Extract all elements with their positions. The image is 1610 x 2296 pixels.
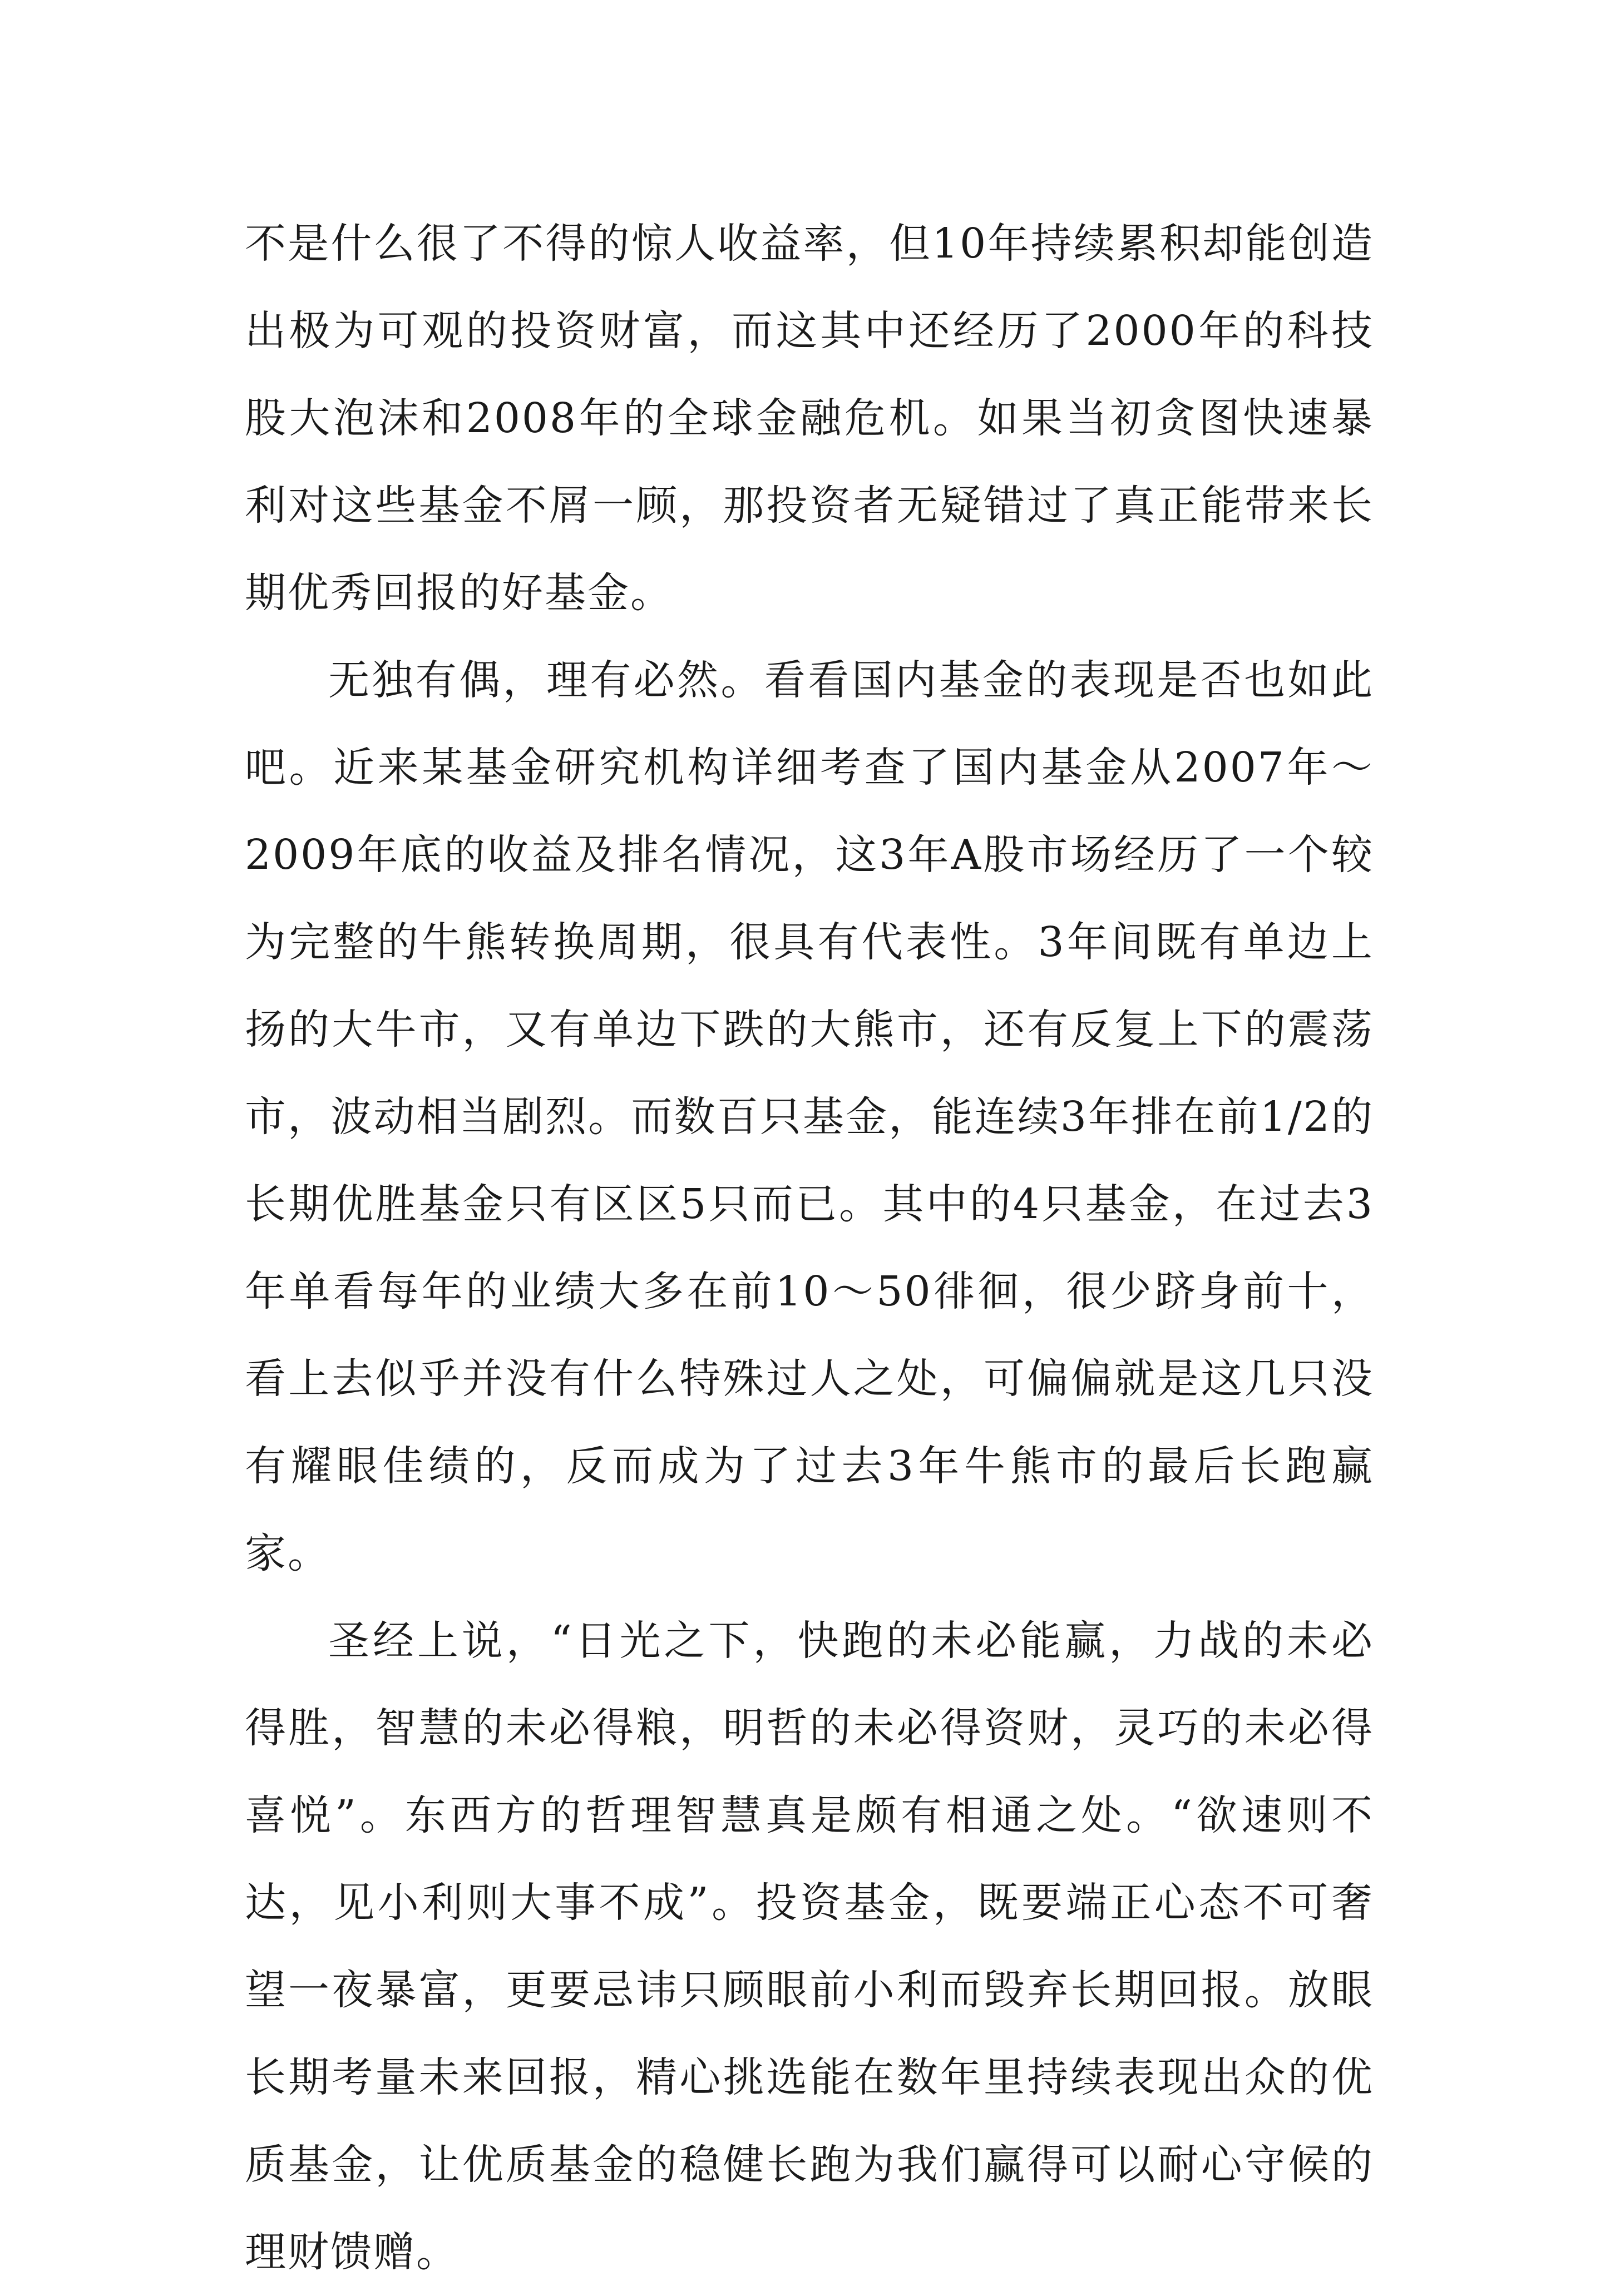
paragraph-continuation: 不是什么很了不得的惊人收益率，但10年持续累积却能创造出极为可观的投资财富，而这其中还经历了2000年的科技股大泡沫和2008年的全球金融危机。如果当初贪图快速暴利对这些基金不屑一顾，那投资者无疑错过了真正能带来长期优秀回报的好基金。: [245, 220, 1374, 617]
article-body: [245, 200, 1374, 2296]
paragraph: 圣经上说，“日光之下，快跑的未必能赢，力战的未必得胜，智慧的未必得粮，明哲的未必得资财，灵巧的未必得喜悦”。东西方的哲理智慧真是颇有相通之处。“欲速则不达，见小利则大事不成”。投资基金，既要端正心态不可奢望一夜暴富，更要忌讳只顾眼前小利而毁弃长期回报。放眼长期考量未来回报，精心挑选能在数年里持续表现出众的优质基金，让优质基金的稳健长跑为我们赢得可以耐心守候的理财馈赠。: [245, 1617, 1374, 2276]
paragraph: 无独有偶，理有必然。看看国内基金的表现是否也如此吧。近来某基金研究机构详细考查了国内基金从2007年～2009年底的收益及排名情况，这3年A股市场经历了一个较为完整的牛熊转换周期，很具有代表性。3年间既有单边上扬的大牛市，又有单边下跌的大熊市，还有反复上下的震荡市，波动相当剧烈。而数百只基金，能连续3年排在前1/2的长期优胜基金只有区区5只而已。其中的4只基金，在过去3年单看每年的业绩大多在前10～50徘徊，很少跻身前十，看上去似乎并没有什么特殊过人之处，可偏偏就是这几只没有耀眼佳绩的，反而成为了过去3年牛熊市的最后长跑赢家。: [245, 656, 1374, 1577]
